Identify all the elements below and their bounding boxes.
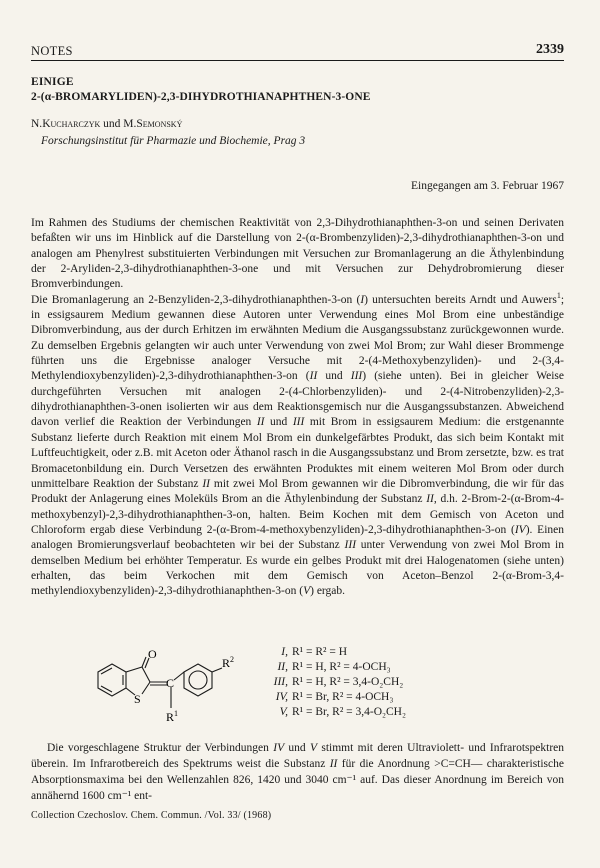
journal-footer: Collection Czechoslov. Chem. Commun. /Vol. 33/ (1968) bbox=[31, 810, 272, 821]
oxygen-label: O bbox=[148, 650, 157, 661]
author-line: N.Kucharczyk und M.Semonský bbox=[31, 118, 183, 130]
sulfur-label: S bbox=[134, 692, 141, 706]
legend-row: I, R¹ = R² = H bbox=[281, 646, 348, 658]
carbon-label: C bbox=[166, 676, 175, 690]
r2-label: $R^2$ bbox=[222, 655, 235, 670]
running-header bbox=[31, 42, 564, 61]
section-label: NOTES bbox=[31, 44, 73, 58]
article-body bbox=[31, 216, 564, 600]
closing-paragraph: Die vorgeschlagene Struktur der Verbindungen IV und V stimmt mit deren Ultraviolett- und Infrarotspektren überein. Im Infrarotbereich des Spektrums weist die Substanz II für die Anordnung >C=CH— charakteristische Absorptionsmaxima bei den Wellenzahlen 826, 1420 und 3040 cm⁻¹ auf. Das dieser Anordnung im Bereich von annähernd 1600 cm⁻¹ ent- bbox=[31, 742, 565, 802]
author-1: Kucharczyk bbox=[42, 118, 101, 130]
institution: Forschungsinstitut für Pharmazie und Biochemie, Prag 3 bbox=[41, 135, 306, 147]
page-number: 2339 bbox=[536, 42, 564, 57]
reference-mark: 1 bbox=[556, 290, 561, 300]
substituent-legend bbox=[268, 645, 406, 720]
legend-row: II, R¹ = H, R² = 4-OCH₃ bbox=[277, 661, 391, 673]
article-title-line1: EINIGE bbox=[31, 76, 74, 88]
article-title-line2: 2-(α-BROMARYLIDEN)-2,3-DIHYDROTHIANAPHTHEN-3-ONE bbox=[31, 91, 371, 103]
benzothiophenone-skeleton bbox=[98, 657, 222, 708]
legend-row: III, R¹ = H, R² = 3,4-O₂CH₂ bbox=[273, 676, 404, 688]
chemical-structure bbox=[82, 650, 252, 740]
author-2: Semonský bbox=[136, 118, 183, 130]
received-date: Eingegangen am 3. Februar 1967 bbox=[411, 180, 564, 192]
legend-row: IV, R¹ = Br, R² = 4-OCH₃ bbox=[275, 691, 394, 703]
paragraph-1: Im Rahmen des Studiums der chemischen Reaktivität von 2,3-Dihydrothianaphthen-3-on und seinen Derivaten befaßten wir uns im Hinblick auf die Darstellung von 2-(α-Brombenzyliden)-2,3-dihydrothianaphthen-3-on und analogen am Phenylrest substituierten Verbindungen mit Versuchen zur Bromanlagerung an die Äthylenbindung der 2-Aryliden-2,3-dihydrothianaphthen-3-one und mit Versuchen zur Dehydrobromierung dieser Bromverbindungen. bbox=[31, 217, 564, 291]
legend-row: V, R¹ = Br, R² = 3,4-O₂CH₂ bbox=[279, 706, 407, 718]
r1-label: $R^1$ bbox=[166, 709, 179, 724]
paragraph-2: Die Bromanlagerung an 2-Benzyliden-2,3-dihydrothianaphthen-3-on (I) untersuchten bereits Arndt und Auwers$^1$; in essigsaurem Medium gewannen diese Autoren unter Verwendung eines Mol Brom eine unbeständige Dibromverbindung, aus der durch Erhitzen im erwähnten Medium die Ausgangssubstanz zurückgewonnen wurde. Zu demselben Ergebnis gelangten wir auch unter Verwendung von zwei Mol Brom; zur Wahl dieser Brommenge führten uns die Ergebnisse analoger Versuche mit 2-(4-Methoxybenzyliden)- und 2-(3,4-Methylendioxybenzyliden)-2,3-dihydrothianaphthen-3-on (II und III) (siehe unten). Bei in gleicher Weise durchgeführten Versuchen mit analogen 2-(4-Chlorbenzyliden)- und 2-(4-Nitrobenzyliden)-2,3-dihydrothianaphthen-3-onen isolierten wir aus dem Reaktionsgemisch nur die Ausgangssubstanzen. Abweichend davon verlief die Reaktion der Verbindungen II und III mit Brom in essigsaurem Medium: die erstgenannte Substanz lieferte durch Reaktion mit einem Mol Brom ein dunkelgefärbtes Produkt, das sich beim Kontakt mit Luftfeuchtigkeit, oder z.B. mit Aceton oder Äthanol rasch in die Ausgangssubstanz und Brom zersetzte, bzw. es trat Bromacetonbildung ein. Durch Versetzen des erwähnten Produktes mit einem weiteren Mol Brom oder durch unmittelbare Reaktion der Substanz II mit zwei Mol Brom gewannen wir die Dibromverbindung, die wir für das Produkt der Anlagerung eines Moleküls Brom an die Äthylenbindung der Substanz II, d.h. 2-Brom-2-(α-Brom-4-methoxybenzyl)-2,3-dihydrothianaphthen-3-on, halten. Beim Kochen mit dem Gemisch von Aceton und Chloroform ergab diese Verbindung 2-(α-Brom-4-methoxybenzyliden)-2,3-dihydrothianaphthen-3-on (IV). Einen analogen Bromierungsverlauf beobachteten wir bei der Substanz III unter Verwendung von zwei Mol Brom in demselben Medium bei erhöhter Temperatur. Es wurde ein gelbes Produkt mit drei Halogenatomen (siehe unten) erhalten, das beim Verkochen mit dem Gemisch von Aceton–Benzol 2-(α-Brom-3,4-methylendioxybenzyliden)-2,3-dihydrothianaphthen-3-on (V) ergab. bbox=[31, 290, 565, 598]
